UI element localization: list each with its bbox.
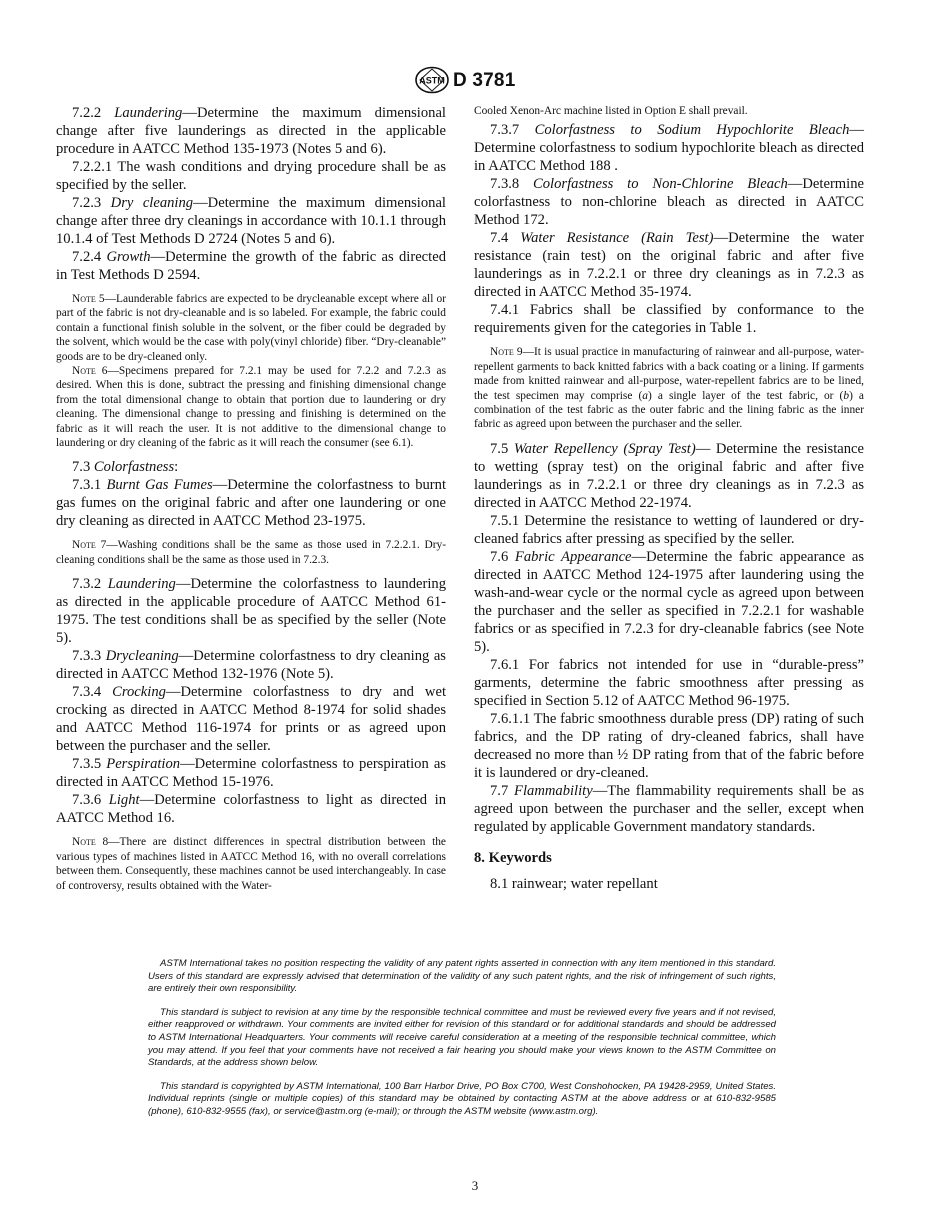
para-8-1: 8.1 rainwear; water repellant <box>490 875 658 892</box>
para-7-3-1: 7.3.1 Burnt Gas Fumes—Determine the colorfastness to burnt gas fumes on the original fabric and after one laundering or one dry cleaning as directed in AATCC Method 23-1975. <box>56 477 446 530</box>
legal-footer <box>148 958 776 1130</box>
note-8: Note 8—There are distinct differences in spectral distribution between the various types of machines listed in AATCC Method 16, with no overall correlations between them. Consequently, these machines cannot be used interchangeably. In case of controversy, results obtained with the Water- <box>56 836 446 892</box>
note-6: Note 6—Specimens prepared for 7.2.1 may be used for 7.2.2 and 7.2.3 as desired. When this is done, subtract the pressing and finishing dimensional change from the total dimensional change to obtain that portion due to laundering or dry cleaning. The dimensional change to pressing and finishing is determined on the fabric as it will reach the user. It is not additive to the dimensional change to laundering or dry cleaning of the fabric as it will reach the consumer (see 6.1). <box>56 365 446 450</box>
page-number: 3 <box>471 1178 479 1193</box>
para-7-3-5: 7.3.5 Perspiration—Determine colorfastness to perspiration as directed in AATCC Method 15-1976. <box>56 756 446 791</box>
footer-revision-notice: This standard is subject to revision at any time by the responsible technical committee and must be reviewed every five years and if not revised, either reapproved or withdrawn. Your comments are invited either for revision of this standard or for additional standards and should be addressed to ASTM International Headquarters. Your comments will receive careful consideration at a meeting of the responsible technical committee, which you may attend. If you feel that your comments have not received a fair hearing you should make your views known to the ASTM Committee on Standards, at the address shown below. <box>148 1006 776 1069</box>
right-column <box>474 104 864 893</box>
para-7-6-1-1: 7.6.1.1 The fabric smoothness durable press (DP) rating of such fabrics, and the DP rating of dry-cleaned fabrics, shall have decreased no more than ½ DP rating from that of the fabric before it is laundered or dry-cleaned. <box>474 710 864 781</box>
para-7-3-6: 7.3.6 Light—Determine colorfastness to light as directed in AATCC Method 16. <box>56 792 446 827</box>
footer-copyright-notice: This standard is copyrighted by ASTM International, 100 Barr Harbor Drive, PO Box C700, West Conshohocken, PA 19428-2959, United States. Individual reprints (single or multiple copies) of this standard may be obtained by contacting ASTM at the above address or at 610-832-9585 (phone), 610-832-9555 (fax), or service@astm.org (e-mail); or through the ASTM website (www.astm.org). <box>148 1080 776 1117</box>
note-8-continuation: Cooled Xenon-Arc machine listed in Option E shall prevail. <box>474 105 748 117</box>
para-7-3-8: 7.3.8 Colorfastness to Non-Chlorine Bleach—Determine colorfastness to non-chlorine bleach as directed in AATCC Method 172. <box>474 176 864 229</box>
footer-patent-notice: ASTM International takes no position respecting the validity of any patent rights asserted in connection with any item mentioned in this standard. Users of this standard are expressly advised that determination of the validity of any such patent rights, and the risk of infringement of such rights, are entirely their own responsibility. <box>148 958 776 995</box>
section-8-heading: 8. Keywords <box>474 849 552 866</box>
para-7-6-1: 7.6.1 For fabrics not intended for use in “durable-press” garments, determine the fabric smoothness after pressing as specified in Section 5.12 of AATCC Method 96-1975. <box>474 656 864 709</box>
standard-designation: D 3781 <box>453 70 516 91</box>
note-7: Note 7—Washing conditions shall be the same as those used in 7.2.2.1. Dry-cleaning conditions shall be the same as those used in 7.2.3. <box>56 539 446 566</box>
para-7-3-2: 7.3.2 Laundering—Determine the colorfastness to laundering as directed in the applicable procedure of AATCC Method 61-1975. The test conditions shall be as specified by the seller (Note 5). <box>56 576 446 647</box>
left-column <box>56 104 446 893</box>
para-7-5-1: 7.5.1 Determine the resistance to wetting of laundered or dry-cleaned fabrics after pressing as specified by the seller. <box>474 512 864 547</box>
para-7-4-1: 7.4.1 Fabrics shall be classified by conformance to the requirements given for the categories in Table 1. <box>474 302 864 337</box>
para-7-2-3: 7.2.3 Dry cleaning—Determine the maximum dimensional change after three dry cleanings in accordance with 10.1.1 through 10.1.4 of Test Methods D 2724 (Notes 5 and 6). <box>56 195 446 247</box>
para-7-3: 7.3 Colorfastness: <box>72 459 179 476</box>
para-7-2-4: 7.2.4 Growth—Determine the growth of the fabric as directed in Test Methods D 2594. <box>56 249 446 283</box>
para-7-3-7: 7.3.7 Colorfastness to Sodium Hypochlorite Bleach—Determine colorfastness to sodium hypochlorite bleach as directed in AATCC Method 188 . <box>474 122 865 175</box>
para-7-3-3: 7.3.3 Drycleaning—Determine colorfastness to dry cleaning as directed in AATCC Method 132-1976 (Note 5). <box>56 648 446 683</box>
para-7-2-2: 7.2.2 Laundering—Determine the maximum dimensional change after five launderings as directed in the applicable procedure in AATCC Method 135-1973 (Notes 5 and 6). <box>56 105 446 157</box>
astm-logo-icon <box>414 66 450 94</box>
para-7-7: 7.7 Flammability—The flammability requirements shall be as agreed upon between the purchaser and the seller, except when regulated by applicable Government mandatory standards. <box>474 782 865 835</box>
note-5: Note 5—Launderable fabrics are expected to be drycleanable except where all or part of the fabric is not dry-cleanable and is so labeled. For example, the fabric could contain a functional finish soluble in the solvent, or the fiber could be degraded by the solvent, which would be the case with poly(vinyl chloride) fiber. “Dry-cleanable” goods are to be dry-cleaned only. <box>56 293 446 363</box>
svg-text:ASTM: ASTM <box>419 75 445 86</box>
para-7-4: 7.4 Water Resistance (Rain Test)—Determine the water resistance (rain test) on the original fabric and after five launderings as in 7.2.2.1 or three dry cleanings as in 7.2.3 as directed in AATCC Method 35-1974. <box>474 230 864 301</box>
para-7-3-4: 7.3.4 Crocking—Determine colorfastness to dry and wet crocking as directed in AATCC Method 8-1974 for solid shades and AATCC Method 116-1974 for prints or as agreed upon between the purchaser and the seller. <box>56 684 446 755</box>
note-9: Note 9—It is usual practice in manufacturing of rainwear and all-purpose, water-repellent garments to back knitted fabrics with a back coating or a lining. If garments made from knitted rainwear and all-purpose, water-repellent fabrics are to be lined, the test specimen may comprise (a) a single layer of the test fabric, or (b) a combination of the test fabric as the outer fabric and the lining fabric as the inner fabric as agreed upon between the purchaser and the seller. <box>474 346 864 431</box>
page-header <box>0 66 950 96</box>
para-7-2-2-1: 7.2.2.1 The wash conditions and drying procedure shall be as specified by the seller. <box>56 159 446 193</box>
para-7-5: 7.5 Water Repellency (Spray Test)— Determine the resistance to wetting (spray test) on the original fabric and after five launderings as in 7.2.2.1 or three dry cleanings as in 7.2.3 as directed in AATCC Method 22-1974. <box>474 440 865 511</box>
para-7-6: 7.6 Fabric Appearance—Determine the fabric appearance as directed in AATCC Method 124-1975 after laundering using the wash-and-wear cycle or the normal cycle as agreed upon between the purchaser and the seller as specified in 7.2.2.1 for washable fabrics or as specified in 7.2.3 for dry-cleanable fabrics (see Note 5). <box>474 548 865 655</box>
